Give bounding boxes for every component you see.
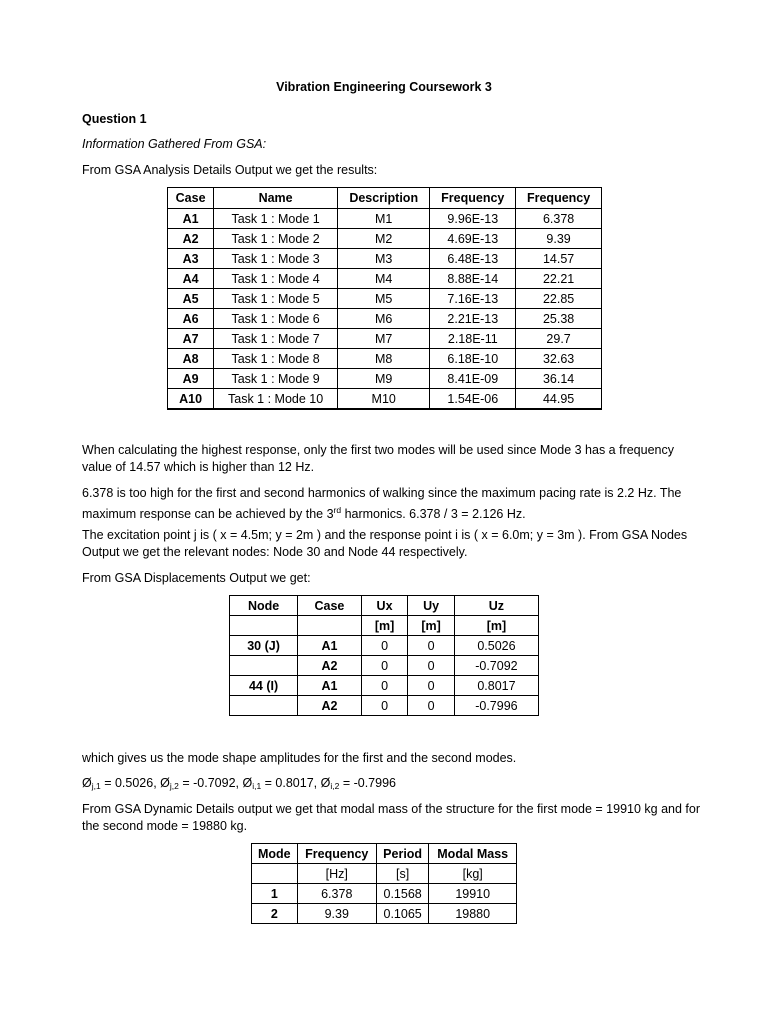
cell-name: Task 1 : Mode 4 <box>214 269 338 289</box>
table-row <box>168 369 602 389</box>
unit-case <box>298 616 362 636</box>
header-name: Name <box>214 188 338 209</box>
cell-frequency: 6.18E-10 <box>430 349 516 369</box>
paragraph-modal-mass: From GSA Dynamic Details output we get that modal mass of the structure for the first mode = 19910 kg and for the second mode = 19880 kg. <box>82 802 700 833</box>
paragraph-mode-shape-intro: which gives us the mode shape amplitudes for the first and the second modes. <box>82 751 517 765</box>
info-heading: Information Gathered From GSA: <box>82 137 267 151</box>
phi-symbol: Ø <box>242 776 253 790</box>
table-row <box>168 309 602 329</box>
unit-mode <box>252 864 298 884</box>
displacements-table <box>229 595 539 716</box>
unit-node <box>230 616 298 636</box>
cell-description: M6 <box>338 309 430 329</box>
cell-name: Task 1 : Mode 1 <box>214 209 338 229</box>
cell-frequency-2: 29.7 <box>516 329 602 349</box>
unit-period: [s] <box>376 864 429 884</box>
cell-period: 0.1568 <box>376 884 429 904</box>
header-case: Case <box>298 596 362 616</box>
cell-case: A3 <box>168 249 214 269</box>
cell-frequency-2: 9.39 <box>516 229 602 249</box>
analysis-results-table <box>167 187 602 410</box>
cell-case: A2 <box>298 656 362 676</box>
table-row <box>168 289 602 309</box>
harmonics-superscript: rd <box>333 505 342 515</box>
cell-uz: 0.8017 <box>454 676 538 696</box>
cell-node: 44 (I) <box>230 676 298 696</box>
table-row <box>252 904 517 924</box>
cell-uz: 0.5026 <box>454 636 538 656</box>
mode-shape-amplitudes <box>82 775 396 795</box>
table-row <box>230 656 539 676</box>
cell-node: 30 (J) <box>230 636 298 656</box>
cell-name: Task 1 : Mode 6 <box>214 309 338 329</box>
cell-description: M7 <box>338 329 430 349</box>
table-header-row <box>168 188 602 209</box>
cell-frequency-2: 44.95 <box>516 389 602 410</box>
header-node: Node <box>230 596 298 616</box>
unit-modal-mass: [kg] <box>429 864 517 884</box>
analysis-intro: From GSA Analysis Details Output we get the results: <box>82 163 378 177</box>
header-ux: Ux <box>361 596 408 616</box>
cell-case: A1 <box>168 209 214 229</box>
header-frequency: Frequency <box>430 188 516 209</box>
table-row <box>168 269 602 289</box>
cell-case: A4 <box>168 269 214 289</box>
phi-symbol: Ø <box>160 776 170 790</box>
dynamic-details-table <box>251 843 517 924</box>
paragraph-excitation-points: The excitation point j is ( x = 4.5m; y = 2m ) and the response point i is ( x = 6.0m; y = 3m ). From GSA Nodes Output we get the relevant nodes: Node 30 and Node 44 respectively. <box>82 528 688 559</box>
cell-case: A2 <box>168 229 214 249</box>
cell-frequency: 4.69E-13 <box>430 229 516 249</box>
cell-ux: 0 <box>361 636 408 656</box>
cell-ux: 0 <box>361 656 408 676</box>
header-frequency: Frequency <box>297 844 376 864</box>
cell-case: A2 <box>298 696 362 716</box>
cell-frequency: 6.48E-13 <box>430 249 516 269</box>
cell-frequency: 7.16E-13 <box>430 289 516 309</box>
cell-name: Task 1 : Mode 8 <box>214 349 338 369</box>
cell-name: Task 1 : Mode 2 <box>214 229 338 249</box>
table-row <box>252 884 517 904</box>
cell-uy: 0 <box>408 676 455 696</box>
cell-case: A7 <box>168 329 214 349</box>
cell-uy: 0 <box>408 656 455 676</box>
cell-modal-mass: 19910 <box>429 884 517 904</box>
table-header-row <box>252 844 517 864</box>
cell-description: M5 <box>338 289 430 309</box>
cell-case: A9 <box>168 369 214 389</box>
cell-uz: -0.7092 <box>454 656 538 676</box>
cell-case: A1 <box>298 636 362 656</box>
cell-name: Task 1 : Mode 9 <box>214 369 338 389</box>
units-row <box>252 864 517 884</box>
phi-subscript: j,1 <box>91 781 101 791</box>
cell-frequency: 6.378 <box>297 884 376 904</box>
cell-uy: 0 <box>408 696 455 716</box>
cell-node <box>230 696 298 716</box>
table-row <box>230 636 539 656</box>
cell-ux: 0 <box>361 696 408 716</box>
table-row <box>230 676 539 696</box>
table-row <box>230 696 539 716</box>
header-description: Description <box>338 188 430 209</box>
paragraph-modes-used: When calculating the highest response, only the first two modes will be used since Mode 3 has a frequency value of 14.57 which is higher than 12 Hz. <box>82 443 674 474</box>
table-row <box>168 389 602 410</box>
phi-symbol: Ø <box>320 776 331 790</box>
cell-name: Task 1 : Mode 7 <box>214 329 338 349</box>
cell-description: M1 <box>338 209 430 229</box>
header-case: Case <box>168 188 214 209</box>
cell-frequency: 2.18E-11 <box>430 329 516 349</box>
unit-frequency: [Hz] <box>297 864 376 884</box>
cell-description: M2 <box>338 229 430 249</box>
header-period: Period <box>376 844 429 864</box>
header-modal-mass: Modal Mass <box>429 844 517 864</box>
phi-value: = -0.7092, <box>178 776 243 790</box>
units-row <box>230 616 539 636</box>
cell-mode: 2 <box>252 904 298 924</box>
cell-frequency-2: 22.85 <box>516 289 602 309</box>
cell-case: A10 <box>168 389 214 410</box>
phi-subscript: i,1 <box>252 781 262 791</box>
phi-value: = 0.5026, <box>100 776 161 790</box>
cell-name: Task 1 : Mode 3 <box>214 249 338 269</box>
phi-subscript: i,2 <box>330 781 340 791</box>
cell-frequency: 9.39 <box>297 904 376 924</box>
table-row <box>168 349 602 369</box>
table-row <box>168 329 602 349</box>
cell-ux: 0 <box>361 676 408 696</box>
cell-frequency: 8.41E-09 <box>430 369 516 389</box>
cell-case: A8 <box>168 349 214 369</box>
table-row <box>168 209 602 229</box>
document-title: Vibration Engineering Coursework 3 <box>276 80 492 94</box>
table-row <box>168 249 602 269</box>
cell-uy: 0 <box>408 636 455 656</box>
header-frequency-2: Frequency <box>516 188 602 209</box>
cell-node <box>230 656 298 676</box>
phi-value: = 0.8017, <box>261 776 321 790</box>
cell-case: A6 <box>168 309 214 329</box>
unit-uz: [m] <box>454 616 538 636</box>
cell-frequency-2: 32.63 <box>516 349 602 369</box>
cell-case: A5 <box>168 289 214 309</box>
cell-case: A1 <box>298 676 362 696</box>
paragraph-harmonics <box>82 485 702 523</box>
cell-name: Task 1 : Mode 5 <box>214 289 338 309</box>
cell-mode: 1 <box>252 884 298 904</box>
paragraph-displacements-intro: From GSA Displacements Output we get: <box>82 571 311 585</box>
cell-description: M9 <box>338 369 430 389</box>
cell-uz: -0.7996 <box>454 696 538 716</box>
cell-modal-mass: 19880 <box>429 904 517 924</box>
table-header-row <box>230 596 539 616</box>
cell-description: M10 <box>338 389 430 410</box>
question-heading: Question 1 <box>82 112 147 126</box>
cell-name: Task 1 : Mode 10 <box>214 389 338 410</box>
cell-frequency: 2.21E-13 <box>430 309 516 329</box>
cell-frequency: 1.54E-06 <box>430 389 516 410</box>
header-uy: Uy <box>408 596 455 616</box>
phi-symbol: Ø <box>82 776 92 790</box>
table-row <box>168 229 602 249</box>
cell-description: M4 <box>338 269 430 289</box>
cell-frequency-2: 36.14 <box>516 369 602 389</box>
unit-uy: [m] <box>408 616 455 636</box>
harmonics-text-b: harmonics. 6.378 / 3 = 2.126 Hz. <box>341 507 526 521</box>
header-uz: Uz <box>454 596 538 616</box>
cell-description: M8 <box>338 349 430 369</box>
cell-period: 0.1065 <box>376 904 429 924</box>
unit-ux: [m] <box>361 616 408 636</box>
cell-frequency-2: 25.38 <box>516 309 602 329</box>
cell-frequency-2: 6.378 <box>516 209 602 229</box>
cell-frequency-2: 22.21 <box>516 269 602 289</box>
cell-description: M3 <box>338 249 430 269</box>
phi-subscript: j,2 <box>169 781 179 791</box>
phi-value: = -0.7996 <box>339 776 396 790</box>
cell-frequency: 8.88E-14 <box>430 269 516 289</box>
header-mode: Mode <box>252 844 298 864</box>
cell-frequency-2: 14.57 <box>516 249 602 269</box>
cell-frequency: 9.96E-13 <box>430 209 516 229</box>
harmonics-text-a: 6.378 is too high for the first and second harmonics of walking since the maximum pacing rate is 2.2 Hz. The maximum response can be achieved by the 3 <box>82 486 682 521</box>
